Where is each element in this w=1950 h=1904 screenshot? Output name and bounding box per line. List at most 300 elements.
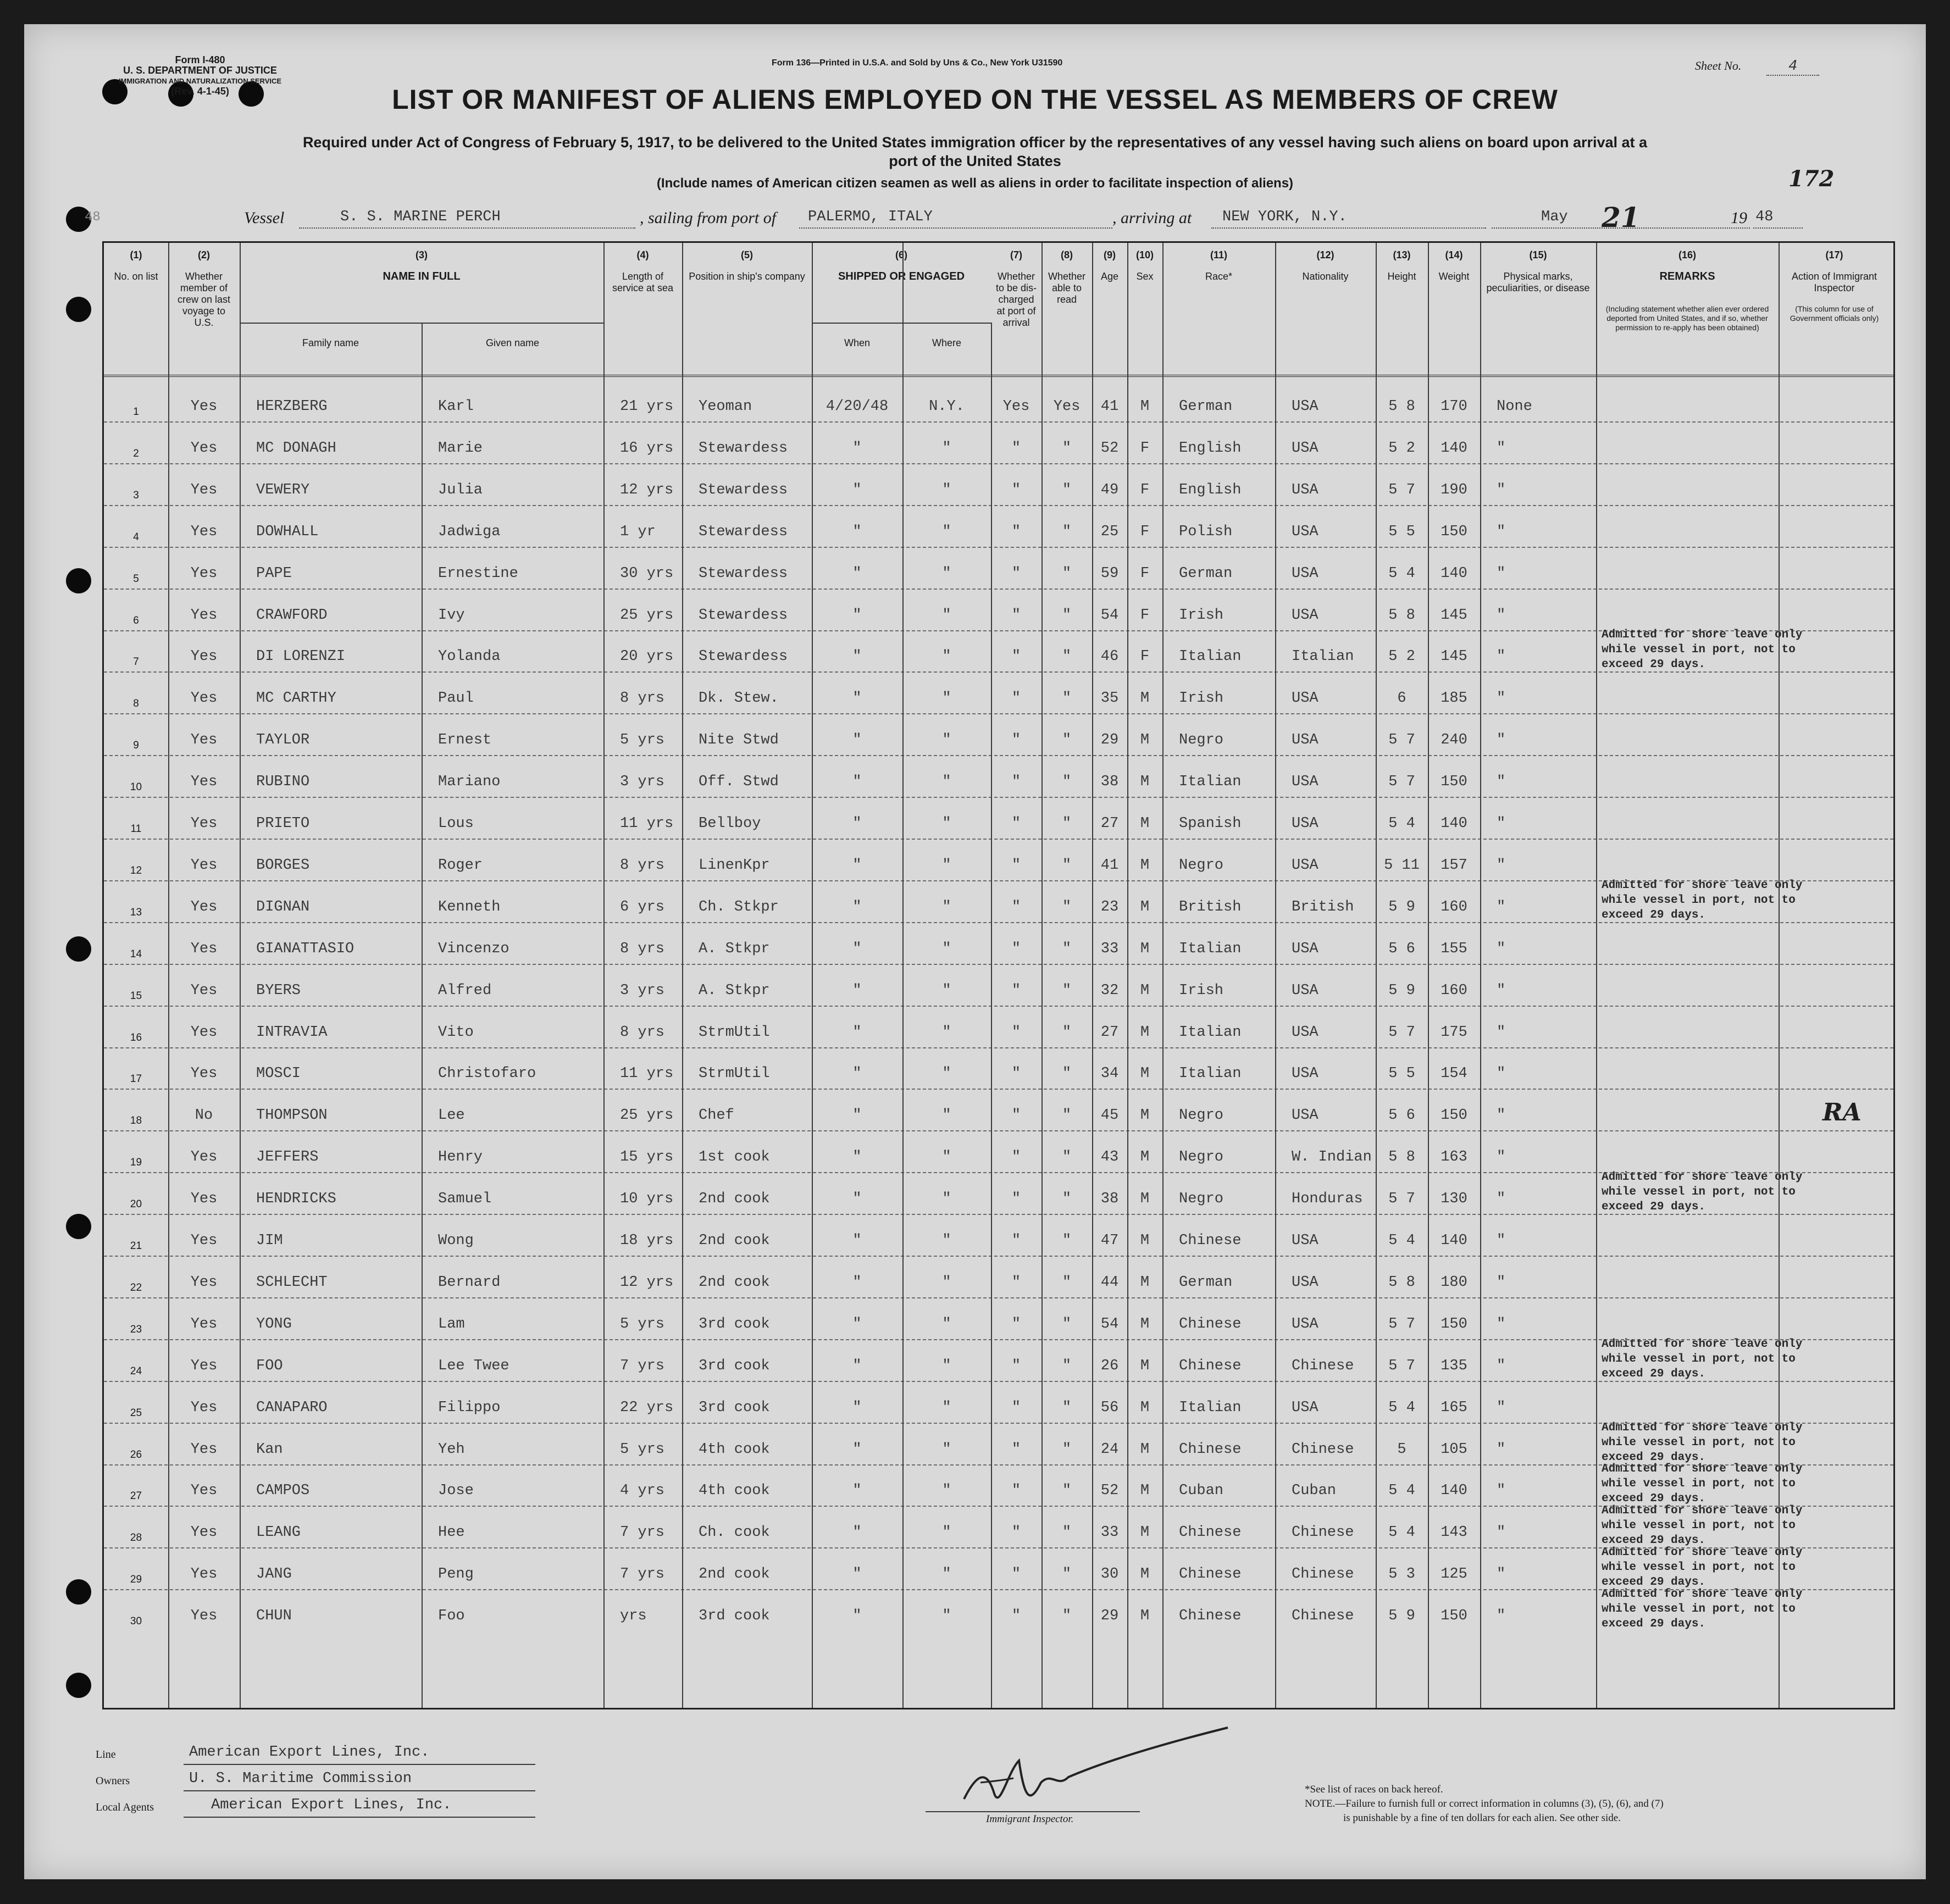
cell-nat: USA [1292,1107,1319,1124]
cell-family: RUBINO [256,774,310,791]
cell-disch: " [1011,732,1021,749]
cell-when: " [852,690,862,707]
cell-sex: M [1140,1566,1150,1583]
cell-position: 3rd cook [699,1315,770,1333]
cell-age: 33 [1100,940,1119,957]
cell-last: Yes [190,607,218,624]
cell-sex: M [1140,1483,1150,1500]
cell-disch: " [1011,1524,1021,1541]
cell-age: 25 [1100,523,1119,540]
cell-read: " [1062,1024,1072,1041]
cell-marks: " [1497,1357,1506,1374]
cell-race: English [1179,481,1242,498]
cell-read: " [1062,857,1072,874]
cell-sex: M [1140,1107,1150,1124]
binder-hole [66,1579,91,1605]
cell-when: " [852,440,862,457]
cell-disch: " [1011,1441,1021,1458]
cell-weight: 145 [1441,648,1467,665]
cell-weight: 240 [1441,732,1467,749]
column-divider [1127,243,1128,1708]
cell-weight: 140 [1441,1233,1467,1249]
row-number: 22 [130,1281,142,1294]
table-row [104,1098,1893,1140]
column-divider [603,243,605,1708]
cell-weight: 165 [1441,1399,1467,1416]
column-header [1596,249,1779,282]
cell-given: Filippo [438,1399,501,1416]
column-divider [902,243,904,1708]
cell-family: DOWHALL [256,523,319,540]
cell-given: Ivy [438,607,465,624]
column-label: Physical marks, peculiarities, or disease [1486,271,1590,293]
remark-line: exceed 29 days. [1602,1534,1706,1547]
cell-race: Italian [1179,1024,1242,1041]
cell-nat: USA [1292,481,1319,498]
cell-read: " [1062,1233,1072,1249]
column-number: (2) [198,249,210,260]
cell-weight: 150 [1441,523,1467,540]
cell-race: Italian [1179,1399,1242,1416]
column-label: REMARKS [1659,270,1715,282]
cell-where: " [942,940,951,957]
cell-last: Yes [190,481,218,498]
column-number: (13) [1393,249,1411,260]
cell-disch: " [1011,1608,1021,1625]
cell-race: Chinese [1179,1233,1242,1249]
remark-line: Admitted for shore leave only [1602,1171,1803,1184]
cell-height: 5 9 [1388,898,1415,915]
cell-service: 10 yrs [620,1191,674,1208]
cell-nat: Chinese [1292,1524,1354,1541]
cell-marks: None [1497,398,1532,415]
cell-service: 25 yrs [620,607,674,624]
cell-last: Yes [190,1149,218,1166]
inspector-label: Immigrant Inspector. [986,1813,1074,1825]
remark-line: exceed 29 days. [1602,1492,1706,1506]
cell-position: 2nd cook [699,1274,770,1291]
cell-last: Yes [190,440,218,457]
cell-age: 43 [1100,1149,1119,1166]
cell-family: HENDRICKS [256,1191,336,1208]
cell-height: 5 2 [1388,440,1415,457]
cell-age: 52 [1100,440,1119,457]
cell-weight: 170 [1441,398,1467,415]
cell-disch: " [1011,774,1021,791]
cell-last: Yes [190,648,218,665]
shore-leave-remark [1602,1503,1802,1548]
cell-when: " [852,1065,862,1083]
cell-family: MOSCI [256,1065,301,1083]
cell-family: CHUN [256,1608,292,1625]
cell-last: No [195,1107,213,1124]
column-number: (12) [1316,249,1334,260]
cell-when: " [852,1399,862,1416]
cell-position: Chef [699,1107,734,1124]
cell-family: TAYLOR [256,732,310,749]
cell-race: Irish [1179,607,1224,624]
row-rule [104,421,1893,423]
cell-read: " [1062,1608,1072,1625]
cell-race: Irish [1179,690,1224,707]
manifest-title: LIST OR MANIFEST OF ALIENS EMPLOYED ON THE VESSEL AS MEMBERS OF CREW [392,84,1558,115]
cell-height: 5 7 [1388,774,1415,791]
row-number: 25 [130,1407,142,1419]
cell-where: " [942,1065,951,1083]
cell-sex: M [1140,1524,1150,1541]
cell-weight: 154 [1441,1065,1467,1083]
cell-when: " [852,1524,862,1541]
cell-when: " [852,815,862,832]
cell-sex: M [1140,857,1150,874]
cell-height: 5 3 [1388,1566,1415,1583]
cell-where: " [942,1524,951,1541]
cell-read: " [1062,940,1072,957]
column-label: Action of Immigrant Inspector [1791,271,1877,293]
cell-disch: " [1011,898,1021,915]
cell-family: MC DONAGH [256,440,336,457]
cell-nat: USA [1292,1274,1319,1291]
cell-age: 45 [1100,1107,1119,1124]
cell-service: 7 yrs [620,1524,665,1541]
agents-underline [184,1817,535,1818]
cell-position: Yeoman [699,398,752,415]
row-number: 12 [130,864,142,876]
cell-last: Yes [190,1524,218,1541]
cell-family: SCHLECHT [256,1274,328,1291]
cell-race: Negro [1179,732,1224,749]
cell-when: " [852,857,862,874]
cell-service: 8 yrs [620,940,665,957]
cell-height: 6 [1397,690,1406,707]
cell-nat: USA [1292,982,1319,999]
table-row [104,515,1893,557]
cell-age: 29 [1100,732,1119,749]
cell-last: Yes [190,1441,218,1458]
remark-line: exceed 29 days. [1602,1451,1706,1464]
cell-sex: F [1140,440,1150,457]
remark-line: while vessel in port, not to [1602,1561,1796,1574]
cell-marks: " [1497,1274,1506,1291]
cell-marks: " [1497,982,1506,999]
cell-when: " [852,607,862,624]
column-subheader: When [844,337,871,348]
vessel-row [85,201,1898,234]
cell-race: Italian [1179,774,1242,791]
cell-given: Julia [438,481,483,498]
row-number: 1 [133,406,139,418]
cell-when: " [852,1274,862,1291]
cell-read: " [1062,982,1072,999]
row-number: 16 [130,1031,142,1043]
cell-age: 34 [1100,1065,1119,1083]
cell-service: 8 yrs [620,857,665,874]
cell-nat: USA [1292,398,1319,415]
remark-line: while vessel in port, not to [1602,1436,1796,1449]
cell-age: 26 [1100,1357,1119,1374]
cell-last: Yes [190,1065,218,1083]
cell-last: Yes [190,398,218,415]
cell-service: 5 yrs [620,1315,665,1333]
cell-nat: Chinese [1292,1441,1354,1458]
cell-position: Stewardess [699,440,788,457]
cell-read: " [1062,1483,1072,1500]
cell-given: Hee [438,1524,465,1541]
column-header [1127,249,1162,282]
year-underline [1753,227,1803,229]
remark-line: Admitted for shore leave only [1602,1588,1803,1601]
cell-weight: 160 [1441,898,1467,915]
cell-where: " [942,1149,951,1166]
cell-given: Lee [438,1107,465,1124]
cell-race: Chinese [1179,1441,1242,1458]
cell-weight: 150 [1441,1608,1467,1625]
cell-service: yrs [620,1608,647,1625]
cell-service: 5 yrs [620,732,665,749]
cell-position: 2nd cook [699,1191,770,1208]
cell-where: " [942,565,951,582]
cell-marks: " [1497,1191,1506,1208]
row-rule [104,839,1893,840]
cell-height: 5 6 [1388,940,1415,957]
cell-height: 5 4 [1388,1483,1415,1500]
row-number: 19 [130,1157,142,1169]
row-number: 15 [130,990,142,1002]
cell-service: 21 yrs [620,398,674,415]
column-label: No. on list [114,271,158,282]
arrival-port: NEW YORK, N.Y. [1222,209,1347,225]
cell-service: 4 yrs [620,1483,665,1500]
row-rule [104,589,1893,590]
row-number: 5 [133,573,139,585]
cell-read: " [1062,732,1072,749]
cell-nat: USA [1292,1024,1319,1041]
cell-nat: Chinese [1292,1566,1354,1583]
row-number: 30 [130,1616,142,1628]
cell-family: BYERS [256,982,301,999]
year-prefix: 19 [1731,209,1747,227]
column-header [1376,249,1428,282]
column-number: (5) [741,249,753,260]
table-row [104,1057,1893,1098]
remark-line: Admitted for shore leave only [1602,1546,1803,1559]
cell-sex: M [1140,1191,1150,1208]
cell-last: Yes [190,1233,218,1249]
cell-when: " [852,1566,862,1583]
column-divider [1779,243,1780,1708]
cell-disch: " [1011,1024,1021,1041]
column-note: (Including statement whether alien ever ordered deported from United States, and if so, whether permission to re-apply has been obtained) [1605,304,1769,332]
cell-race: Negro [1179,1191,1224,1208]
arrival-underline [1211,227,1486,229]
cell-weight: 145 [1441,607,1467,624]
cell-nat: Cuban [1292,1483,1337,1500]
column-header [603,249,682,294]
cell-when: " [852,898,862,915]
cell-given: Ernest [438,732,492,749]
cell-family: DI LORENZI [256,648,346,665]
cell-when: " [852,1315,862,1333]
cell-sex: M [1140,1441,1150,1458]
column-divider [1162,243,1164,1708]
cell-nat: Chinese [1292,1357,1354,1374]
races-note: *See list of races on back hereof. [1305,1784,1443,1795]
cell-weight: 190 [1441,481,1467,498]
column-header [1162,249,1275,282]
cell-marks: " [1497,857,1506,874]
cell-race: Negro [1179,1149,1224,1166]
cell-family: FOO [256,1357,283,1374]
cell-weight: 155 [1441,940,1467,957]
cell-given: Mariano [438,774,501,791]
cell-where: " [942,982,951,999]
cell-last: Yes [190,1608,218,1625]
column-label: Whether able to read [1048,271,1086,305]
cell-sex: M [1140,815,1150,832]
group-subheader-rule [812,323,991,324]
note-line-2: is punishable by a fine of ten dollars for each alien. See other side. [1343,1812,1621,1824]
cell-marks: " [1497,1399,1506,1416]
cell-service: 7 yrs [620,1357,665,1374]
cell-race: Chinese [1179,1566,1242,1583]
cell-where: " [942,1233,951,1249]
cell-marks: " [1497,898,1506,915]
cell-race: Chinese [1179,1524,1242,1541]
cell-last: Yes [190,690,218,707]
cell-height: 5 9 [1388,1608,1415,1625]
cell-weight: 140 [1441,440,1467,457]
cell-marks: " [1497,481,1506,498]
table-row [104,1265,1893,1307]
table-row [104,1015,1893,1057]
cell-disch: " [1011,1107,1021,1124]
cell-position: A. Stkpr [699,940,770,957]
column-header [240,249,603,282]
cell-nat: USA [1292,815,1319,832]
cell-weight: 180 [1441,1274,1467,1291]
cell-when: " [852,940,862,957]
cell-race: English [1179,440,1242,457]
row-rule [104,964,1893,965]
cell-position: 1st cook [699,1149,770,1166]
cell-age: 56 [1100,1399,1119,1416]
cell-last: Yes [190,1024,218,1041]
cell-position: 2nd cook [699,1566,770,1583]
cell-family: INTRAVIA [256,1024,328,1041]
column-label: Position in ship's company [689,271,805,282]
cell-sex: M [1140,940,1150,957]
cell-position: Stewardess [699,565,788,582]
cell-weight: 143 [1441,1524,1467,1541]
cell-marks: " [1497,815,1506,832]
owners-value: U. S. Maritime Commission [189,1770,412,1787]
subtitle-line-3: (Include names of American citizen seamen as well as aliens in order to facilitate inspection of aliens) [656,176,1294,191]
column-divider [812,243,813,1708]
cell-weight: 140 [1441,1483,1467,1500]
cell-service: 16 yrs [620,440,674,457]
cell-family: HERZBERG [256,398,328,415]
cell-disch: " [1011,1233,1021,1249]
cell-marks: " [1497,1483,1506,1500]
cell-position: Ch. Stkpr [699,898,779,915]
cell-position: LinenKpr [699,857,770,874]
cell-service: 12 yrs [620,481,674,498]
cell-given: Paul [438,690,474,707]
cell-when: " [852,982,862,999]
cell-marks: " [1497,440,1506,457]
cell-disch: " [1011,1357,1021,1374]
cell-last: Yes [190,1399,218,1416]
binder-hole [66,297,91,322]
vessel-label: Vessel [244,209,285,227]
cell-age: 27 [1100,815,1119,832]
column-header [812,249,991,282]
cell-position: 3rd cook [699,1357,770,1374]
remark-line: Admitted for shore leave only [1602,1463,1803,1476]
column-divider [1275,243,1276,1708]
cell-sex: M [1140,398,1150,415]
row-number: 29 [130,1574,142,1586]
cell-disch: " [1011,690,1021,707]
cell-disch: " [1011,1399,1021,1416]
row-number: 17 [130,1073,142,1085]
row-number: 24 [130,1365,142,1377]
cell-position: Stewardess [699,648,788,665]
cell-read: " [1062,1357,1072,1374]
cell-position: 4th cook [699,1441,770,1458]
cell-read: " [1062,815,1072,832]
cell-when: " [852,1608,862,1625]
cell-read: " [1062,1315,1072,1333]
cell-age: 47 [1100,1233,1119,1249]
cell-height: 5 4 [1388,1399,1415,1416]
footer-note [1305,1783,1909,1825]
inspector-line [926,1811,1140,1812]
cell-weight: 150 [1441,1315,1467,1333]
cell-given: Lee Twee [438,1357,509,1374]
cell-service: 3 yrs [620,774,665,791]
cell-service: 8 yrs [620,690,665,707]
cell-position: Stewardess [699,481,788,498]
cell-sex: F [1140,648,1150,665]
cell-where: " [942,1441,951,1458]
cell-where: " [942,648,951,665]
cell-read: " [1062,898,1072,915]
cell-nat: USA [1292,732,1319,749]
vessel-underline [299,227,635,229]
cell-height: 5 4 [1388,1524,1415,1541]
column-divider [1480,243,1481,1708]
cell-given: Foo [438,1608,465,1625]
cell-service: 7 yrs [620,1566,665,1583]
cell-where: N.Y. [929,398,965,415]
row-number: 14 [130,948,142,960]
cell-given: Roger [438,857,483,874]
column-number: (3) [416,249,428,260]
cell-marks: " [1497,1233,1506,1249]
cell-nat: USA [1292,940,1319,957]
cell-where: " [942,857,951,874]
cell-read: Yes [1053,398,1081,415]
cell-family: MC CARTHY [256,690,336,707]
cell-given: Vito [438,1024,474,1041]
cell-position: Stewardess [699,523,788,540]
cell-position: Ch. cook [699,1524,770,1541]
agents-value: American Export Lines, Inc. [211,1797,452,1813]
cell-height: 5 6 [1388,1107,1415,1124]
cell-service: 8 yrs [620,1024,665,1041]
cell-sex: M [1140,1149,1150,1166]
